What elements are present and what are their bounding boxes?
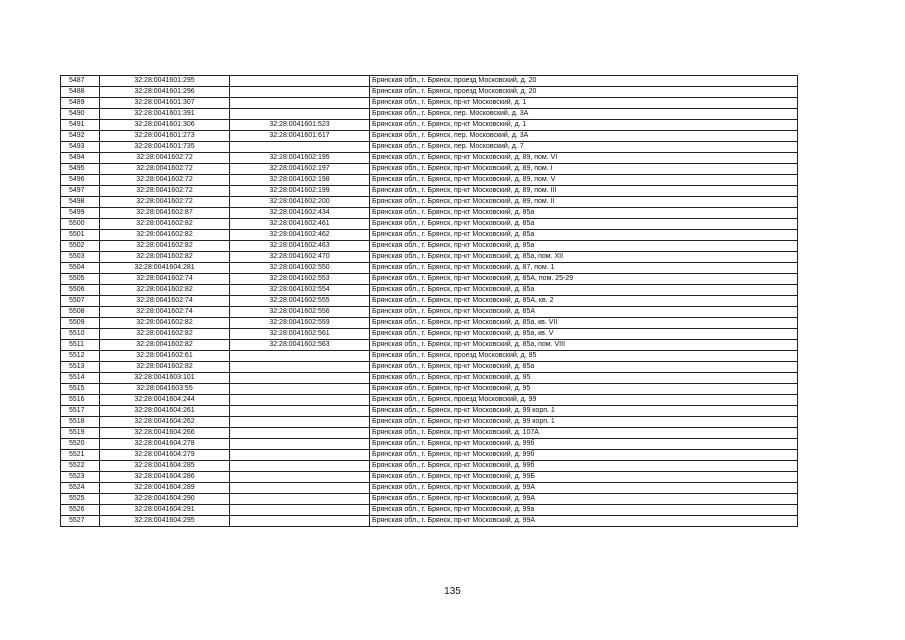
related-cadastral-number-cell: 32:28:0041602:554 — [230, 285, 370, 296]
table-row — [61, 329, 798, 340]
cadastral-number-cell: 32:28:0041602:82 — [100, 340, 230, 351]
address-cell: Брянская обл., г. Брянск, пр-кт Московский, д. 99А — [370, 494, 798, 505]
table-row — [61, 362, 798, 373]
table-row — [61, 516, 798, 527]
address-cell: Брянская обл., г. Брянск, пр-кт Московский, д. 99б — [370, 439, 798, 450]
table-row — [61, 87, 798, 98]
cadastral-number-cell: 32:28:0041603:101 — [100, 373, 230, 384]
address-cell: Брянская обл., г. Брянск, проезд Московский, д. 99 — [370, 395, 798, 406]
row-number-cell: 5501 — [61, 230, 100, 241]
cadastral-number-cell: 32:28:0041604:279 — [100, 450, 230, 461]
cadastral-number-cell: 32:28:0041602:82 — [100, 252, 230, 263]
table-row — [61, 450, 798, 461]
cadastral-number-cell: 32:28:0041601:306 — [100, 120, 230, 131]
cadastral-number-cell: 32:28:0041604:291 — [100, 505, 230, 516]
table-row — [61, 373, 798, 384]
row-number-cell: 5502 — [61, 241, 100, 252]
related-cadastral-number-cell — [230, 494, 370, 505]
row-number-cell: 5503 — [61, 252, 100, 263]
row-number-cell: 5517 — [61, 406, 100, 417]
table-row — [61, 439, 798, 450]
address-cell: Брянская обл., г. Брянск, пр-кт Московский, д. 85А, пом. 25-29 — [370, 274, 798, 285]
table-row — [61, 230, 798, 241]
address-cell: Брянская обл., г. Брянск, пр-кт Московский, д. 85а — [370, 230, 798, 241]
related-cadastral-number-cell: 32:28:0041601:523 — [230, 120, 370, 131]
table-row — [61, 505, 798, 516]
related-cadastral-number-cell: 32:28:0041602:550 — [230, 263, 370, 274]
address-cell: Брянская обл., г. Брянск, пр-кт Московский, д. 85а, пом. VIII — [370, 340, 798, 351]
table-row — [61, 406, 798, 417]
related-cadastral-number-cell: 32:28:0041602:561 — [230, 329, 370, 340]
related-cadastral-number-cell — [230, 516, 370, 527]
cadastral-number-cell: 32:28:0041604:285 — [100, 461, 230, 472]
cadastral-number-cell: 32:28:0041602:72 — [100, 164, 230, 175]
table-row — [61, 428, 798, 439]
cadastral-number-cell: 32:28:0041604:286 — [100, 472, 230, 483]
related-cadastral-number-cell — [230, 76, 370, 87]
address-cell: Брянская обл., г. Брянск, пер. Московский, д. 7 — [370, 142, 798, 153]
row-number-cell: 5514 — [61, 373, 100, 384]
table-row — [61, 461, 798, 472]
address-cell: Брянская обл., г. Брянск, пр-кт Московский, д. 1 — [370, 98, 798, 109]
cadastral-number-cell: 32:28:0041603:55 — [100, 384, 230, 395]
related-cadastral-number-cell: 32:28:0041602:563 — [230, 340, 370, 351]
related-cadastral-number-cell: 32:28:0041602:463 — [230, 241, 370, 252]
table-row — [61, 274, 798, 285]
address-cell: Брянская обл., г. Брянск, пр-кт Московский, д. 107А — [370, 428, 798, 439]
cadastral-number-cell: 32:28:0041601:307 — [100, 98, 230, 109]
row-number-cell: 5498 — [61, 197, 100, 208]
cadastral-number-cell: 32:28:0041602:82 — [100, 329, 230, 340]
cadastral-number-cell: 32:28:0041601:295 — [100, 76, 230, 87]
related-cadastral-number-cell: 32:28:0041602:200 — [230, 197, 370, 208]
address-cell: Брянская обл., г. Брянск, проезд Московский, д. 85 — [370, 351, 798, 362]
address-cell: Брянская обл., г. Брянск, пр-кт Московский, д. 85а — [370, 208, 798, 219]
table-row — [61, 164, 798, 175]
address-cell: Брянская обл., г. Брянск, пр-кт Московский, д. 99б — [370, 461, 798, 472]
address-cell: Брянская обл., г. Брянск, пр-кт Московский, д. 85А — [370, 307, 798, 318]
table-row — [61, 340, 798, 351]
related-cadastral-number-cell — [230, 461, 370, 472]
table-row — [61, 98, 798, 109]
row-number-cell: 5510 — [61, 329, 100, 340]
table-row — [61, 351, 798, 362]
cadastral-number-cell: 32:28:0041604:261 — [100, 406, 230, 417]
table-row — [61, 472, 798, 483]
cadastral-number-cell: 32:28:0041604:281 — [100, 263, 230, 274]
row-number-cell: 5499 — [61, 208, 100, 219]
row-number-cell: 5491 — [61, 120, 100, 131]
cadastral-number-cell: 32:28:0041602:82 — [100, 241, 230, 252]
row-number-cell: 5490 — [61, 109, 100, 120]
table-row — [61, 197, 798, 208]
address-cell: Брянская обл., г. Брянск, пр-кт Московский, д. 89, пом. III — [370, 186, 798, 197]
address-cell: Брянская обл., г. Брянск, проезд Московский, д. 20 — [370, 87, 798, 98]
table-row — [61, 494, 798, 505]
row-number-cell: 5518 — [61, 417, 100, 428]
related-cadastral-number-cell: 32:28:0041602:199 — [230, 186, 370, 197]
address-cell: Брянская обл., г. Брянск, пер. Московский, д. 3А — [370, 131, 798, 142]
row-number-cell: 5488 — [61, 87, 100, 98]
cadastral-number-cell: 32:28:0041604:295 — [100, 516, 230, 527]
table-row — [61, 131, 798, 142]
address-cell: Брянская обл., г. Брянск, пр-кт Московский, д. 85а — [370, 241, 798, 252]
related-cadastral-number-cell: 32:28:0041602:195 — [230, 153, 370, 164]
row-number-cell: 5505 — [61, 274, 100, 285]
table-row — [61, 307, 798, 318]
related-cadastral-number-cell: 32:28:0041602:434 — [230, 208, 370, 219]
related-cadastral-number-cell: 32:28:0041602:559 — [230, 318, 370, 329]
address-cell: Брянская обл., г. Брянск, пр-кт Московский, д. 99А — [370, 516, 798, 527]
cadastral-number-cell: 32:28:0041601:735 — [100, 142, 230, 153]
related-cadastral-number-cell — [230, 406, 370, 417]
address-cell: Брянская обл., г. Брянск, пр-кт Московский, д. 99Б — [370, 472, 798, 483]
table-row — [61, 76, 798, 87]
row-number-cell: 5521 — [61, 450, 100, 461]
cadastral-number-cell: 32:28:0041604:290 — [100, 494, 230, 505]
related-cadastral-number-cell — [230, 472, 370, 483]
related-cadastral-number-cell — [230, 98, 370, 109]
cadastral-number-cell: 32:28:0041602:82 — [100, 318, 230, 329]
cadastral-number-cell: 32:28:0041602:72 — [100, 186, 230, 197]
cadastral-number-cell: 32:28:0041602:74 — [100, 274, 230, 285]
row-number-cell: 5508 — [61, 307, 100, 318]
row-number-cell: 5526 — [61, 505, 100, 516]
row-number-cell: 5525 — [61, 494, 100, 505]
related-cadastral-number-cell: 32:28:0041601:617 — [230, 131, 370, 142]
address-cell: Брянская обл., г. Брянск, пр-кт Московский, д. 89, пом. II — [370, 197, 798, 208]
table-row — [61, 318, 798, 329]
related-cadastral-number-cell: 32:28:0041602:553 — [230, 274, 370, 285]
table-row — [61, 252, 798, 263]
cadastral-number-cell: 32:28:0041601:391 — [100, 109, 230, 120]
table-row — [61, 263, 798, 274]
row-number-cell: 5523 — [61, 472, 100, 483]
page-number: 135 — [444, 586, 461, 597]
row-number-cell: 5496 — [61, 175, 100, 186]
address-cell: Брянская обл., г. Брянск, пр-кт Московский, д. 85а, пом. XII — [370, 252, 798, 263]
row-number-cell: 5507 — [61, 296, 100, 307]
related-cadastral-number-cell: 32:28:0041602:461 — [230, 219, 370, 230]
table-row — [61, 142, 798, 153]
related-cadastral-number-cell: 32:28:0041602:555 — [230, 296, 370, 307]
row-number-cell: 5487 — [61, 76, 100, 87]
related-cadastral-number-cell — [230, 142, 370, 153]
address-cell: Брянская обл., г. Брянск, пер. Московский, д. 3А — [370, 109, 798, 120]
row-number-cell: 5512 — [61, 351, 100, 362]
table-row — [61, 285, 798, 296]
address-cell: Брянская обл., г. Брянск, пр-кт Московский, д. 89, пом. I — [370, 164, 798, 175]
related-cadastral-number-cell — [230, 450, 370, 461]
address-cell: Брянская обл., г. Брянск, пр-кт Московский, д. 95 — [370, 373, 798, 384]
row-number-cell: 5492 — [61, 131, 100, 142]
row-number-cell: 5497 — [61, 186, 100, 197]
cadastral-number-cell: 32:28:0041604:266 — [100, 428, 230, 439]
cadastral-number-cell: 32:28:0041602:82 — [100, 285, 230, 296]
table-row — [61, 483, 798, 494]
address-cell: Брянская обл., г. Брянск, пр-кт Московский, д. 99 корп. 1 — [370, 417, 798, 428]
cadastral-number-cell: 32:28:0041602:72 — [100, 175, 230, 186]
address-cell: Брянская обл., г. Брянск, пр-кт Московский, д. 89, пом. V — [370, 175, 798, 186]
row-number-cell: 5516 — [61, 395, 100, 406]
address-cell: Брянская обл., г. Брянск, пр-кт Московский, д. 85а, кв. V — [370, 329, 798, 340]
table-row — [61, 120, 798, 131]
related-cadastral-number-cell: 32:28:0041602:556 — [230, 307, 370, 318]
row-number-cell: 5524 — [61, 483, 100, 494]
table-row — [61, 241, 798, 252]
row-number-cell: 5489 — [61, 98, 100, 109]
cadastral-number-cell: 32:28:0041602:82 — [100, 219, 230, 230]
related-cadastral-number-cell: 32:28:0041602:470 — [230, 252, 370, 263]
row-number-cell: 5520 — [61, 439, 100, 450]
row-number-cell: 5504 — [61, 263, 100, 274]
related-cadastral-number-cell — [230, 362, 370, 373]
row-number-cell: 5495 — [61, 164, 100, 175]
related-cadastral-number-cell: 32:28:0041602:197 — [230, 164, 370, 175]
row-number-cell: 5522 — [61, 461, 100, 472]
table-row — [61, 208, 798, 219]
address-cell: Брянская обл., г. Брянск, пр-кт Московский, д. 99 корп. 1 — [370, 406, 798, 417]
related-cadastral-number-cell: 32:28:0041602:462 — [230, 230, 370, 241]
address-cell: Брянская обл., г. Брянск, пр-кт Московский, д. 85а — [370, 219, 798, 230]
related-cadastral-number-cell — [230, 109, 370, 120]
address-cell: Брянская обл., г. Брянск, пр-кт Московский, д. 95 — [370, 384, 798, 395]
related-cadastral-number-cell — [230, 351, 370, 362]
address-cell: Брянская обл., г. Брянск, пр-кт Московский, д. 85а, кв. VII — [370, 318, 798, 329]
table-row — [61, 384, 798, 395]
address-cell: Брянская обл., г. Брянск, пр-кт Московский, д. 1 — [370, 120, 798, 131]
row-number-cell: 5511 — [61, 340, 100, 351]
table-row — [61, 395, 798, 406]
table-row — [61, 219, 798, 230]
cadastral-number-cell: 32:28:0041604:289 — [100, 483, 230, 494]
related-cadastral-number-cell — [230, 483, 370, 494]
row-number-cell: 5494 — [61, 153, 100, 164]
row-number-cell: 5513 — [61, 362, 100, 373]
row-number-cell: 5509 — [61, 318, 100, 329]
cadastral-number-cell: 32:28:0041602:87 — [100, 208, 230, 219]
cadastral-number-cell: 32:28:0041602:72 — [100, 153, 230, 164]
address-cell: Брянская обл., г. Брянск, пр-кт Московский, д. 99а — [370, 505, 798, 516]
address-cell: Брянская обл., г. Брянск, пр-кт Московский, д. 87, пом. 1 — [370, 263, 798, 274]
row-number-cell: 5493 — [61, 142, 100, 153]
address-cell: Брянская обл., г. Брянск, пр-кт Московский, д. 85а — [370, 285, 798, 296]
cadastral-number-cell: 32:28:0041604:278 — [100, 439, 230, 450]
cadastral-number-cell: 32:28:0041602:82 — [100, 362, 230, 373]
cadastral-number-cell: 32:28:0041602:72 — [100, 197, 230, 208]
row-number-cell: 5506 — [61, 285, 100, 296]
row-number-cell: 5515 — [61, 384, 100, 395]
address-cell: Брянская обл., г. Брянск, пр-кт Московский, д. 85А, кв. 2 — [370, 296, 798, 307]
cadastral-number-cell: 32:28:0041602:82 — [100, 230, 230, 241]
cadastral-number-cell: 32:28:0041601:273 — [100, 131, 230, 142]
related-cadastral-number-cell — [230, 428, 370, 439]
registry-table-body — [61, 76, 798, 527]
cadastral-number-cell: 32:28:0041602:74 — [100, 296, 230, 307]
address-cell: Брянская обл., г. Брянск, пр-кт Московский, д. 99б — [370, 450, 798, 461]
related-cadastral-number-cell — [230, 87, 370, 98]
table-row — [61, 153, 798, 164]
cadastral-number-cell: 32:28:0041601:296 — [100, 87, 230, 98]
cadastral-number-cell: 32:28:0041602:74 — [100, 307, 230, 318]
related-cadastral-number-cell — [230, 417, 370, 428]
table-row — [61, 109, 798, 120]
related-cadastral-number-cell: 32:28:0041602:198 — [230, 175, 370, 186]
table-row — [61, 186, 798, 197]
table-row — [61, 175, 798, 186]
related-cadastral-number-cell — [230, 373, 370, 384]
related-cadastral-number-cell — [230, 505, 370, 516]
row-number-cell: 5527 — [61, 516, 100, 527]
address-cell: Брянская обл., г. Брянск, пр-кт Московский, д. 89, пом. VI — [370, 153, 798, 164]
row-number-cell: 5500 — [61, 219, 100, 230]
address-cell: Брянская обл., г. Брянск, пр-кт Московский, д. 99А — [370, 483, 798, 494]
related-cadastral-number-cell — [230, 395, 370, 406]
row-number-cell: 5519 — [61, 428, 100, 439]
address-cell: Брянская обл., г. Брянск, пр-кт Московский, д. 85а — [370, 362, 798, 373]
cadastral-number-cell: 32:28:0041604:262 — [100, 417, 230, 428]
cadastral-number-cell: 32:28:0041602:61 — [100, 351, 230, 362]
table-row — [61, 296, 798, 307]
related-cadastral-number-cell — [230, 439, 370, 450]
address-cell: Брянская обл., г. Брянск, проезд Московский, д. 20 — [370, 76, 798, 87]
cadastral-number-cell: 32:28:0041604:244 — [100, 395, 230, 406]
registry-table — [60, 75, 798, 527]
related-cadastral-number-cell — [230, 384, 370, 395]
table-row — [61, 417, 798, 428]
